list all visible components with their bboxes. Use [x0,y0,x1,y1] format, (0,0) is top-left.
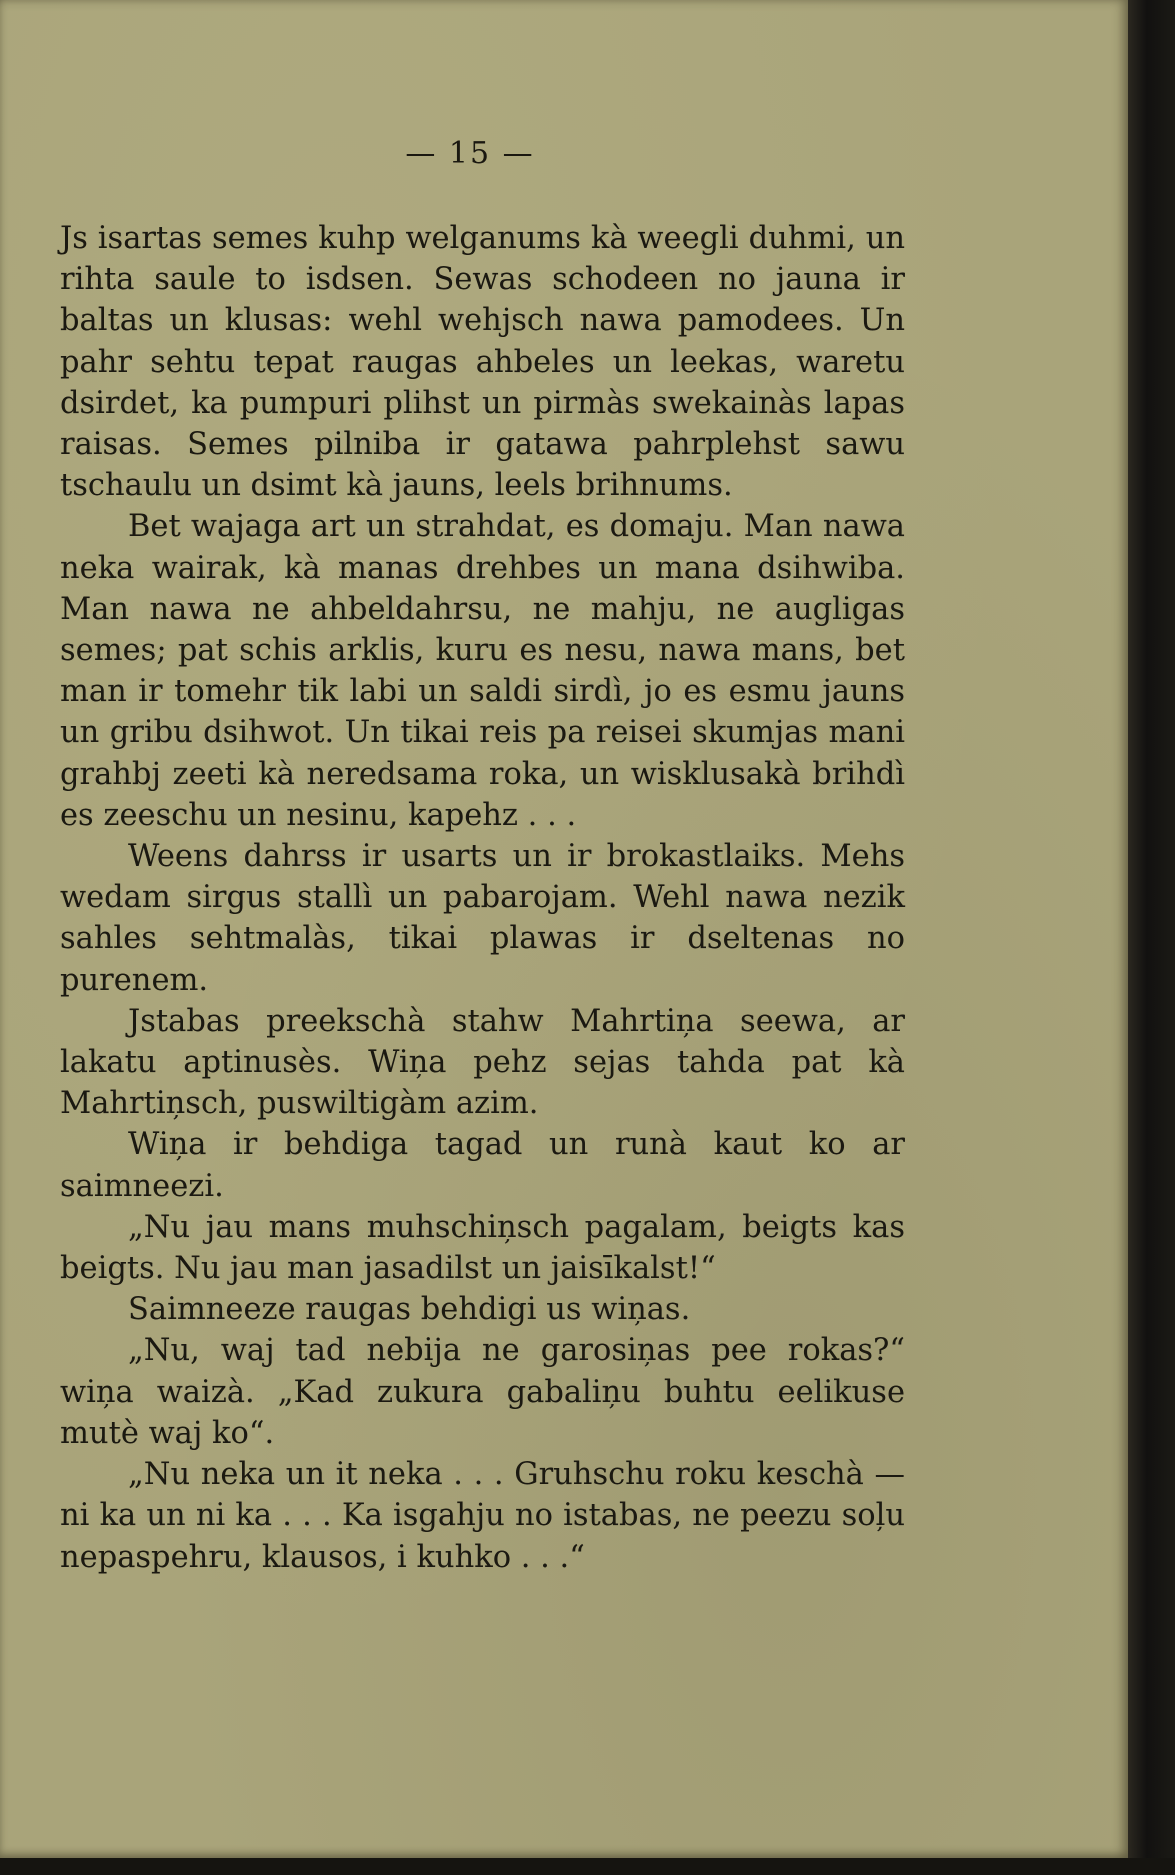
paragraph-1: Js isartas semes kuhp welganums kà weegli duhmi, un rihta saule to isdsen. Sewas schodeen no jauna ir baltas un klusas: wehl wehjsch nawa pamodees. Un pahr sehtu tepat raugas ahbeles un leekas, waretu dsirdet, ka pumpuri plihst un pirmàs swekainàs lapas raisas. Semes pilniba ir gatawa pahrplehst sawu tschaulu un dsimt kà jauns, leels brihnums. [60,221,905,504]
paragraph-9: „Nu neka un it neka . . . Gruhschu roku keschà — ni ka un ni ka . . . Ka isgahju no istabas, ne peezu soļu nepaspehru, klausos, i kuhko . . .“ [60,1457,905,1575]
paragraph-4: Jstabas preekschà stahw Mahrtiņa seewa, ar lakatu aptinusès. Wiņa pehz sejas tahda pat kà Mahrtiņsch, puswiltigàm azim. [60,1003,905,1122]
page-binding-edge [1128,0,1175,1875]
paragraph-2: Bet wajaga art un strahdat, es domaju. Man nawa neka wairak, kà manas drehbes un mana dsihwiba. Man nawa ne ahbeldahrsu, ne mahju, ne augligas semes; pat schis arklis, kuru es nesu, nawa mans, bet man ir tomehr tik labi un saldi sirdì, jo es esmu jauns un gribu dsihwot. Un tikai reis pa reisei skumjas mani grahbj zeeti kà neredsama roka, un wisklusakà brihdì es zeeschu un nesinu, kapehz . . . [60,509,905,833]
page-bottom-edge [0,1858,1175,1875]
paragraph-6: „Nu jau mans muhschiņsch pagalam, beigts kas beigts. Nu jau man jasadilst un jaisīkalst!“ [60,1209,905,1287]
page-number: — 15 — [405,136,535,171]
paragraph-7: Saimneeze raugas behdigi us wiņas. [128,1292,691,1328]
paragraph-5: Wiņa ir behdiga tagad un runà kaut ko ar saimneezi. [60,1127,905,1204]
paragraph-8: „Nu, waj tad nebija ne garosiņas pee rokas?“ wiņa waizà. „Kad zukura gabaliņu buhtu eelikuse mutè waj ko“. [60,1333,905,1451]
body-text [60,218,905,1578]
paragraph-3: Weens dahrss ir usarts un ir brokastlaiks. Mehs wedam sirgus stallì un pabarojam. Wehl nawa nezik sahles sehtmalàs, tikai plawas ir dseltenas no purenem. [60,839,905,998]
